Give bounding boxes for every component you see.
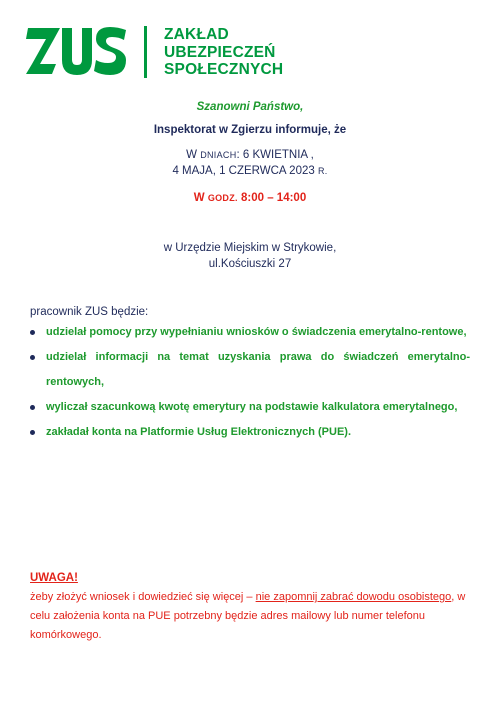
venue: [0, 240, 500, 272]
zus-logo: [26, 24, 128, 80]
services-lead: pracownik ZUS będzie:: [30, 306, 149, 318]
organization-name: [164, 26, 283, 79]
zus-header: [26, 24, 326, 84]
venue-name: w Urzędzie Miejskim w Strykowie,: [163, 242, 337, 254]
bullet-icon: [30, 430, 35, 435]
list-item: udzielał informacji na temat uzyskania prawa do świadczeń emerytalno-rentowych,: [30, 345, 470, 395]
venue-address: ul.Kościuszki 27: [208, 258, 292, 270]
bullet-icon: [30, 405, 35, 410]
org-name-line-1: ZAKŁAD: [164, 26, 229, 43]
org-name-line-2: UBEZPIECZEŃ: [164, 43, 276, 61]
greeting: Szanowni Państwo,: [196, 101, 304, 113]
warning-title: UWAGA!: [30, 572, 78, 584]
dates-line-1: W DNIACH: 6 KWIETNIA ,: [186, 149, 314, 161]
list-item: zakładał konta na Platformie Usług Elektronicznych (PUE).: [30, 420, 470, 445]
inspectorate-info: Inspektorat w Zgierzu informuje, że: [153, 124, 347, 136]
hours: W GODZ. 8:00 – 14:00: [193, 192, 307, 204]
dates-block: [0, 147, 500, 179]
bullet-icon: [30, 330, 35, 335]
list-item: wyliczał szacunkową kwotę emerytury na podstawie kalkulatora emerytalnego,: [30, 395, 470, 420]
dates-line-2: 4 MAJA, 1 CZERWCA 2023 R.: [172, 165, 328, 177]
org-name-line-3: SPOŁECZNYCH: [164, 61, 284, 78]
bullet-icon: [30, 355, 35, 360]
header-divider: [144, 26, 147, 78]
list-item: udzielał pomocy przy wypełnianiu wniosków o świadczenia emerytalno-rentowe,: [30, 320, 470, 345]
warning-text: żeby złożyć wniosek i dowiedzieć się więcej – nie zapomnij zabrać dowodu osobistego, w celu założenia konta na PUE potrzebny będzie adres mailowy lub numer telefonu komórkowego.: [30, 591, 466, 641]
services-list: [30, 320, 470, 445]
